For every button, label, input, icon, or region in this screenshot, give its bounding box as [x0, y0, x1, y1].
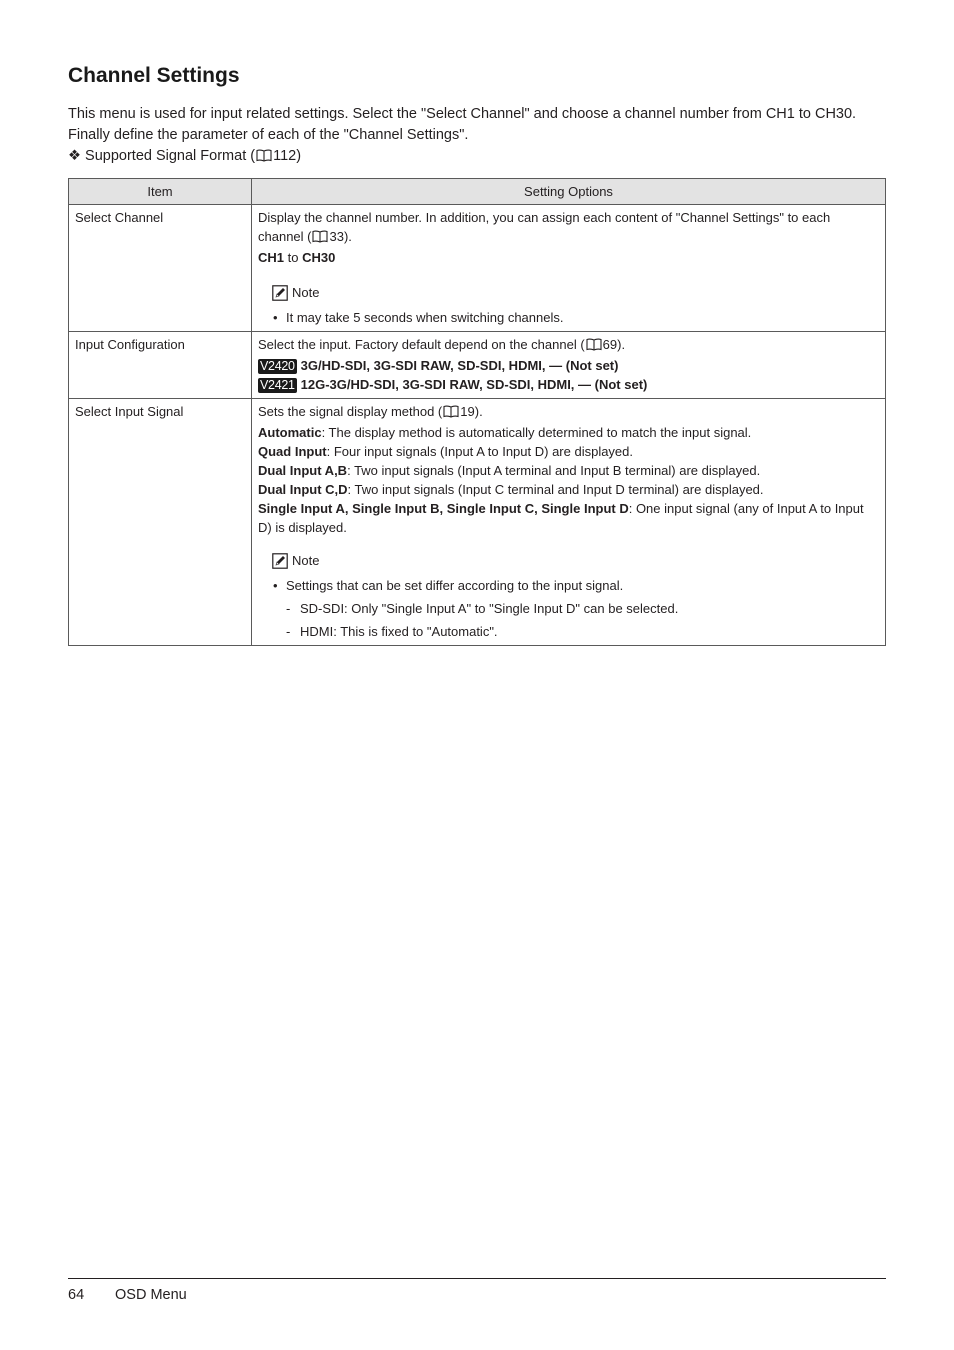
row-options-input-configuration	[252, 332, 886, 399]
option-dual-input-ab: Dual Input A,B: Two input signals (Input A terminal and Input B terminal) are displayed.	[258, 463, 761, 478]
diamond-bullet-icon: ❖	[68, 148, 81, 164]
table-row	[69, 332, 886, 399]
model-badge: V2420	[260, 359, 295, 373]
note-heading	[272, 283, 879, 302]
option-dual-input-cd: Dual Input C,D: Two input signals (Input C terminal and Input D terminal) are displayed.	[258, 482, 764, 497]
list-item: • Settings that can be set differ according to the input signal. - SD-SDI: Only "Single Input A" to "Single Input D" can be selected. - HDMI: This is fixed to "Automatic".	[286, 576, 879, 641]
footer-section-name: OSD Menu	[115, 1287, 187, 1303]
book-icon	[256, 148, 272, 169]
select-channel-description: Display the channel number. In addition, you can assign each content of "Channel Settings" to each channel ( 33).	[258, 208, 879, 248]
note-heading	[272, 551, 879, 570]
table-row	[69, 205, 886, 332]
table-row	[69, 399, 886, 646]
list-item: - SD-SDI: Only "Single Input A" to "Single Input D" can be selected.	[300, 599, 879, 618]
channel-range: CH1 to CH30	[258, 250, 336, 265]
model-badge: V2421	[260, 378, 295, 392]
row-options-select-input-signal	[252, 399, 886, 646]
note-label: Note	[292, 553, 320, 568]
table-header-row	[69, 179, 886, 205]
supported-signal-ref[interactable]	[68, 146, 884, 169]
input-configuration-description: Select the input. Factory default depend on the channel ( 69).	[258, 335, 879, 356]
note-list	[258, 308, 879, 327]
intro-text: This menu is used for input related settings. Select the "Select Channel" and choose a channel number from CH1 to CH30. Finally define the parameter of each of the "Channel Settings".	[68, 106, 857, 143]
header-setting-options: Setting Options	[252, 179, 886, 205]
list-item: - HDMI: This is fixed to "Automatic".	[300, 622, 879, 641]
model-options-v2421: V2421 12G-3G/HD-SDI, 3G-SDI RAW, SD-SDI, HDMI, — (Not set)	[260, 377, 648, 392]
select-input-signal-description: Sets the signal display method ( 19).	[258, 402, 879, 423]
note-pencil-icon	[272, 285, 288, 301]
page-number: 64	[68, 1287, 85, 1303]
header-item: Item	[69, 179, 252, 205]
note-list	[258, 576, 879, 641]
note-pencil-icon	[272, 553, 288, 569]
intro-block	[68, 104, 884, 169]
page-title: Channel Settings	[68, 64, 240, 87]
supported-signal-label: Supported Signal Format (	[85, 148, 256, 164]
footer-divider	[68, 1278, 886, 1279]
option-single-input: Single Input A, Single Input B, Single Input C, Single Input D: One input signal (any of Input A to Input D) is displayed.	[258, 501, 864, 535]
settings-table	[68, 178, 886, 646]
row-item-input-configuration: Input Configuration	[69, 332, 252, 399]
model-options-v2420: V2420 3G/HD-SDI, 3G-SDI RAW, SD-SDI, HDMI, — (Not set)	[260, 358, 619, 373]
list-item: • It may take 5 seconds when switching channels.	[286, 308, 879, 327]
note-sub-list	[286, 599, 879, 641]
supported-signal-page: 112)	[273, 148, 302, 164]
book-icon	[443, 404, 459, 423]
book-icon	[312, 229, 328, 248]
row-options-select-channel	[252, 205, 886, 332]
option-quad-input: Quad Input: Four input signals (Input A to Input D) are displayed.	[258, 444, 634, 459]
option-automatic: Automatic: The display method is automatically determined to match the input signal.	[258, 425, 752, 440]
note-label: Note	[292, 285, 320, 300]
row-item-select-input-signal: Select Input Signal	[69, 399, 252, 646]
row-item-select-channel: Select Channel	[69, 205, 252, 332]
book-icon	[586, 337, 602, 356]
